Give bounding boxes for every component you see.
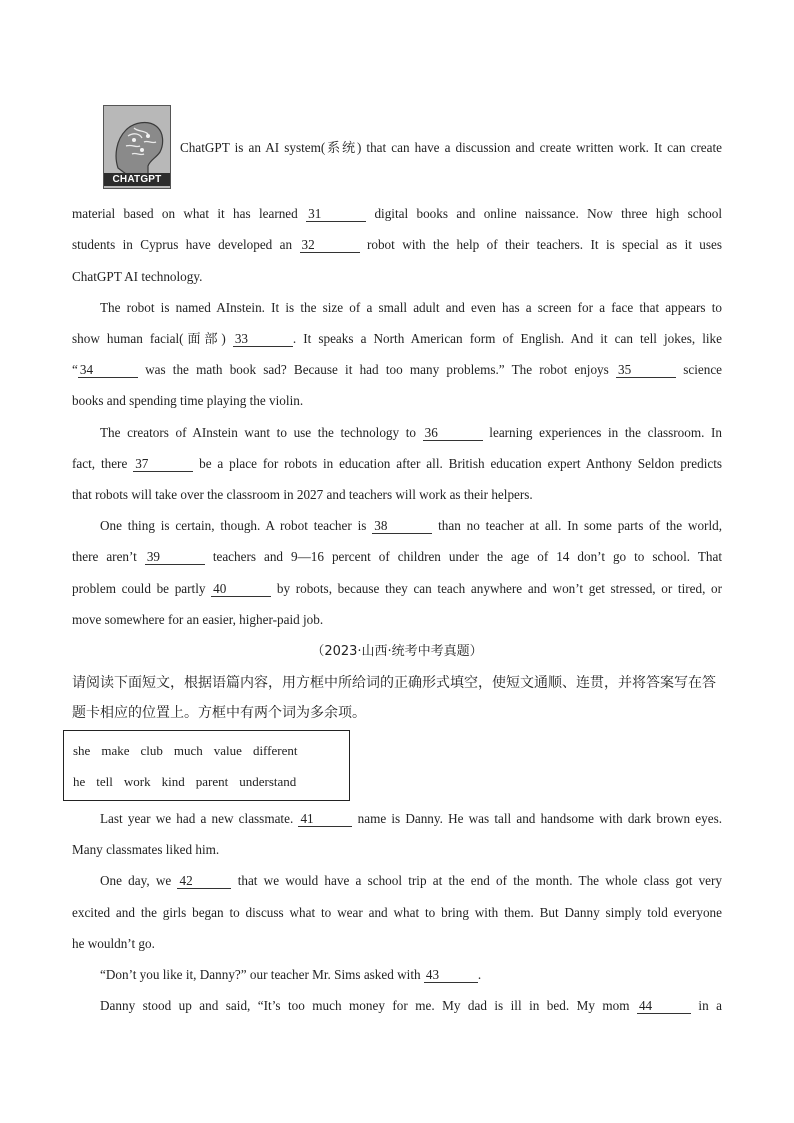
paragraph-line: The creators of AInstein want to use the technology to 36 learning experiences in the classroom. In: [100, 425, 723, 440]
blank-43[interactable]: 43: [424, 967, 478, 983]
paragraph-line: ChatGPT AI technology.: [72, 269, 203, 284]
paragraph-line: Last year we had a new classmate. 41 name is Danny. He was tall and handsome with dark brown eyes.: [100, 811, 723, 826]
paragraph-line: that robots will take over the classroom in 2027 and teachers will work as their helpers.: [72, 487, 533, 502]
word-bank-item: parent: [195, 774, 229, 789]
paragraph-line: students in Cyprus have developed an 32 robot with the help of their teachers. It is special as it uses: [72, 237, 723, 252]
paragraph-line: he wouldn’t go.: [72, 936, 155, 951]
word-bank-item: kind: [161, 774, 185, 789]
paragraph-line: fact, there 37 be a place for robots in education after all. British education expert Anthony Seldon predicts: [72, 456, 723, 471]
word-bank-item: different: [252, 743, 298, 758]
word-bank-box: [63, 730, 350, 801]
word-bank-item: she: [73, 743, 91, 758]
blank-35[interactable]: 35: [616, 362, 676, 378]
word-bank-item: much: [173, 743, 203, 758]
paragraph-line: One thing is certain, though. A robot teacher is 38 than no teacher at all. In some parts of the world,: [100, 518, 722, 533]
word-bank-item: he: [73, 774, 86, 789]
paragraph-line: “Don’t you like it, Danny?” our teacher Mr. Sims asked with 43 .: [100, 967, 482, 982]
blank-41[interactable]: 41: [298, 811, 352, 827]
chatgpt-logo: [103, 105, 171, 189]
blank-36[interactable]: 36: [423, 425, 483, 441]
word-bank-item: make: [101, 743, 130, 758]
paragraph-line: books and spending time playing the violin.: [72, 393, 304, 408]
paragraph-line: material based on what it has learned 31 digital books and online naissance. Now three high school: [72, 206, 723, 221]
blank-38[interactable]: 38: [372, 518, 432, 534]
blank-37[interactable]: 37: [133, 456, 193, 472]
word-bank-row: [73, 773, 307, 791]
paragraph-line: The robot is named AInstein. It is the size of a small adult and even has a screen for a face that appears to: [100, 300, 722, 315]
word-bank-item: tell: [96, 774, 113, 789]
blank-33[interactable]: 33: [233, 331, 293, 347]
paragraph-line: “ 34 was the math book sad? Because it had too many problems.” The robot enjoys 35 science: [72, 362, 723, 377]
paragraph-line: show human facial(面部) 33 . It speaks a North American form of English. And it can tell jokes, like: [72, 331, 722, 346]
paragraph-line: move somewhere for an easier, higher-paid job.: [72, 612, 324, 627]
blank-44[interactable]: 44: [637, 998, 691, 1014]
blank-34[interactable]: 34: [78, 362, 138, 378]
instructions-line: 题卡相应的位置上。方框中有两个词为多余项。: [72, 705, 366, 721]
blank-40[interactable]: 40: [211, 581, 271, 597]
blank-42[interactable]: 42: [177, 873, 231, 889]
word-bank-item: work: [123, 774, 151, 789]
question-source: （2023·山西·统考中考真题）: [311, 644, 483, 659]
paragraph-line: ChatGPT is an AI system(系统) that can have a discussion and create written work. It can create: [180, 140, 722, 155]
word-bank-item: club: [140, 743, 163, 758]
blank-31[interactable]: 31: [306, 206, 366, 222]
instructions-line: 请阅读下面短文，根据语篇内容，用方框中所给词的正确形式填空，使短文通顺、连贯，并将答案写在答: [72, 675, 716, 691]
paragraph-line: there aren’t 39 teachers and 9—16 percent of children under the age of 14 don’t go to school. That: [72, 549, 722, 564]
paragraph-line: Danny stood up and said, “It’s too much money for me. My dad is ill in bed. My mom 44 in a: [100, 998, 722, 1013]
paragraph-line: Many classmates liked him.: [72, 842, 220, 857]
word-bank-row: [73, 742, 308, 760]
word-bank-item: value: [213, 743, 242, 758]
paragraph-line: excited and the girls began to discuss what to wear and what to bring with them. But Danny simply told everyone: [72, 905, 722, 920]
paragraph-line: One day, we 42 that we would have a school trip at the end of the month. The whole class got very: [100, 873, 723, 888]
blank-39[interactable]: 39: [145, 549, 205, 565]
word-bank-item: understand: [239, 774, 297, 789]
blank-32[interactable]: 32: [300, 237, 360, 253]
paragraph-line: problem could be partly 40 by robots, because they can teach anywhere and won’t get stressed, or tired, or: [72, 581, 723, 596]
logo-wordmark: CHATGPT: [104, 173, 170, 186]
